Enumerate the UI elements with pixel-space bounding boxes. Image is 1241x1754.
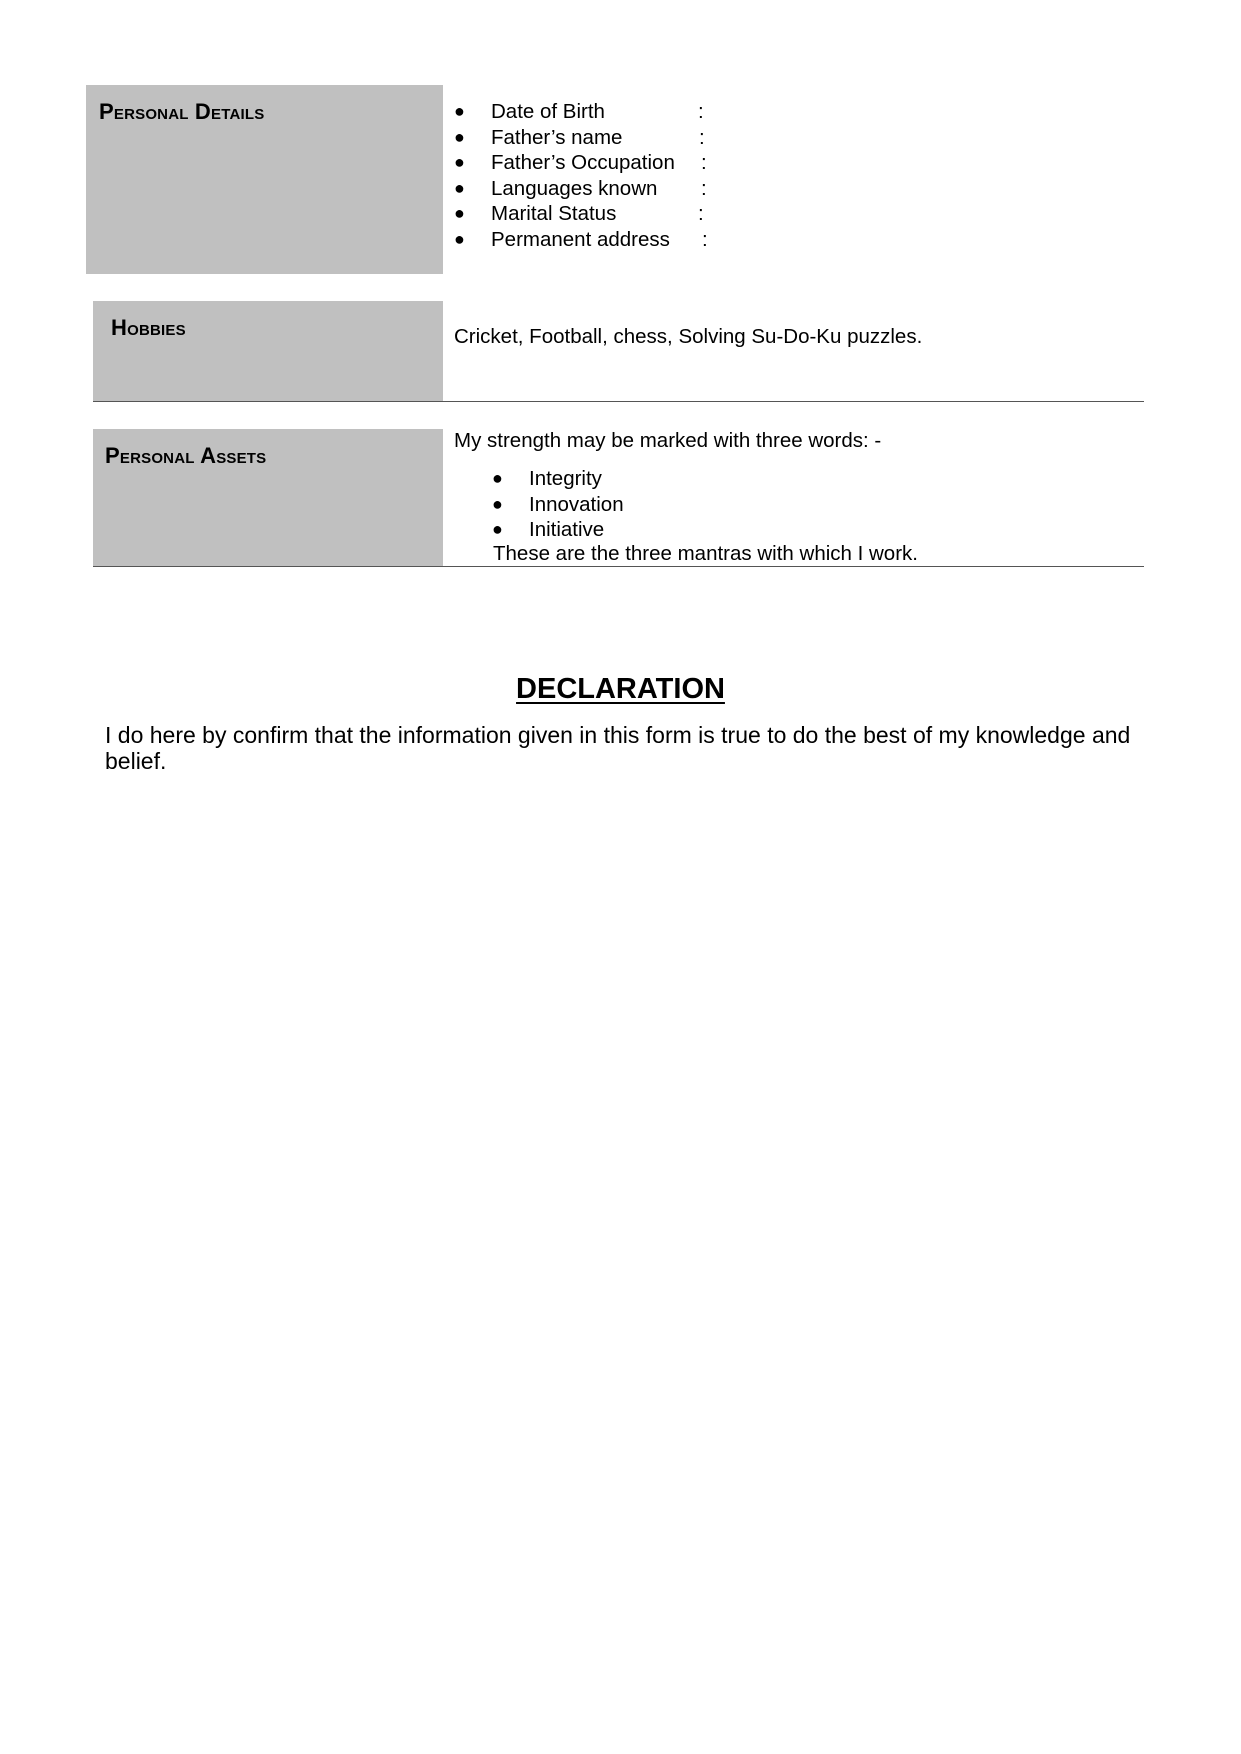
list-item xyxy=(454,201,774,227)
personal-assets-closing: These are the three mantras with which I work. xyxy=(493,542,918,565)
list-item xyxy=(492,466,792,492)
field-separator: : xyxy=(701,151,707,174)
bullet-icon: ● xyxy=(492,493,503,514)
field-separator: : xyxy=(702,227,708,251)
field-label: Languages known xyxy=(491,176,658,200)
personal-details-heading: Personal Details xyxy=(99,99,265,124)
hobbies-divider xyxy=(93,401,1144,402)
hobbies-text: Cricket, Football, chess, Solving Su-Do-Ku puzzles. xyxy=(454,325,923,348)
field-label: Father’s Occupation xyxy=(491,151,675,174)
field-label: Permanent address xyxy=(491,227,670,251)
bullet-icon: ● xyxy=(454,228,465,249)
bullet-icon: ● xyxy=(454,152,465,172)
list-item xyxy=(492,517,792,543)
bullet-icon: ● xyxy=(492,468,503,488)
asset-label: Initiative xyxy=(529,518,605,541)
list-item xyxy=(492,492,792,518)
personal-assets-list xyxy=(492,466,792,543)
bullet-icon: ● xyxy=(492,519,503,539)
personal-assets-intro: My strength may be marked with three words: - xyxy=(454,429,882,452)
field-label: Marital Status xyxy=(491,202,617,225)
bullet-icon: ● xyxy=(454,101,465,121)
list-item xyxy=(454,99,774,125)
field-label: Father’s name xyxy=(491,125,623,149)
list-item xyxy=(454,176,774,202)
declaration-body: I do here by confirm that the information given in this form is true to do the best of my knowledge and belief. xyxy=(105,722,1131,774)
list-item xyxy=(454,150,774,176)
field-separator: : xyxy=(701,176,707,200)
declaration-title: DECLARATION xyxy=(516,673,725,705)
field-label: Date of Birth xyxy=(491,100,605,123)
asset-label: Innovation xyxy=(529,492,624,516)
personal-details-list xyxy=(454,99,774,252)
personal-assets-divider xyxy=(93,566,1144,567)
hobbies-heading: Hobbies xyxy=(111,315,186,340)
field-separator: : xyxy=(698,100,704,123)
list-item xyxy=(454,227,774,253)
bullet-icon: ● xyxy=(454,203,465,223)
asset-label: Integrity xyxy=(529,467,602,490)
bullet-icon: ● xyxy=(454,126,465,147)
personal-assets-heading: Personal Assets xyxy=(105,443,267,468)
list-item xyxy=(454,125,774,151)
bullet-icon: ● xyxy=(454,177,465,198)
field-separator: : xyxy=(699,125,705,149)
field-separator: : xyxy=(698,202,704,225)
